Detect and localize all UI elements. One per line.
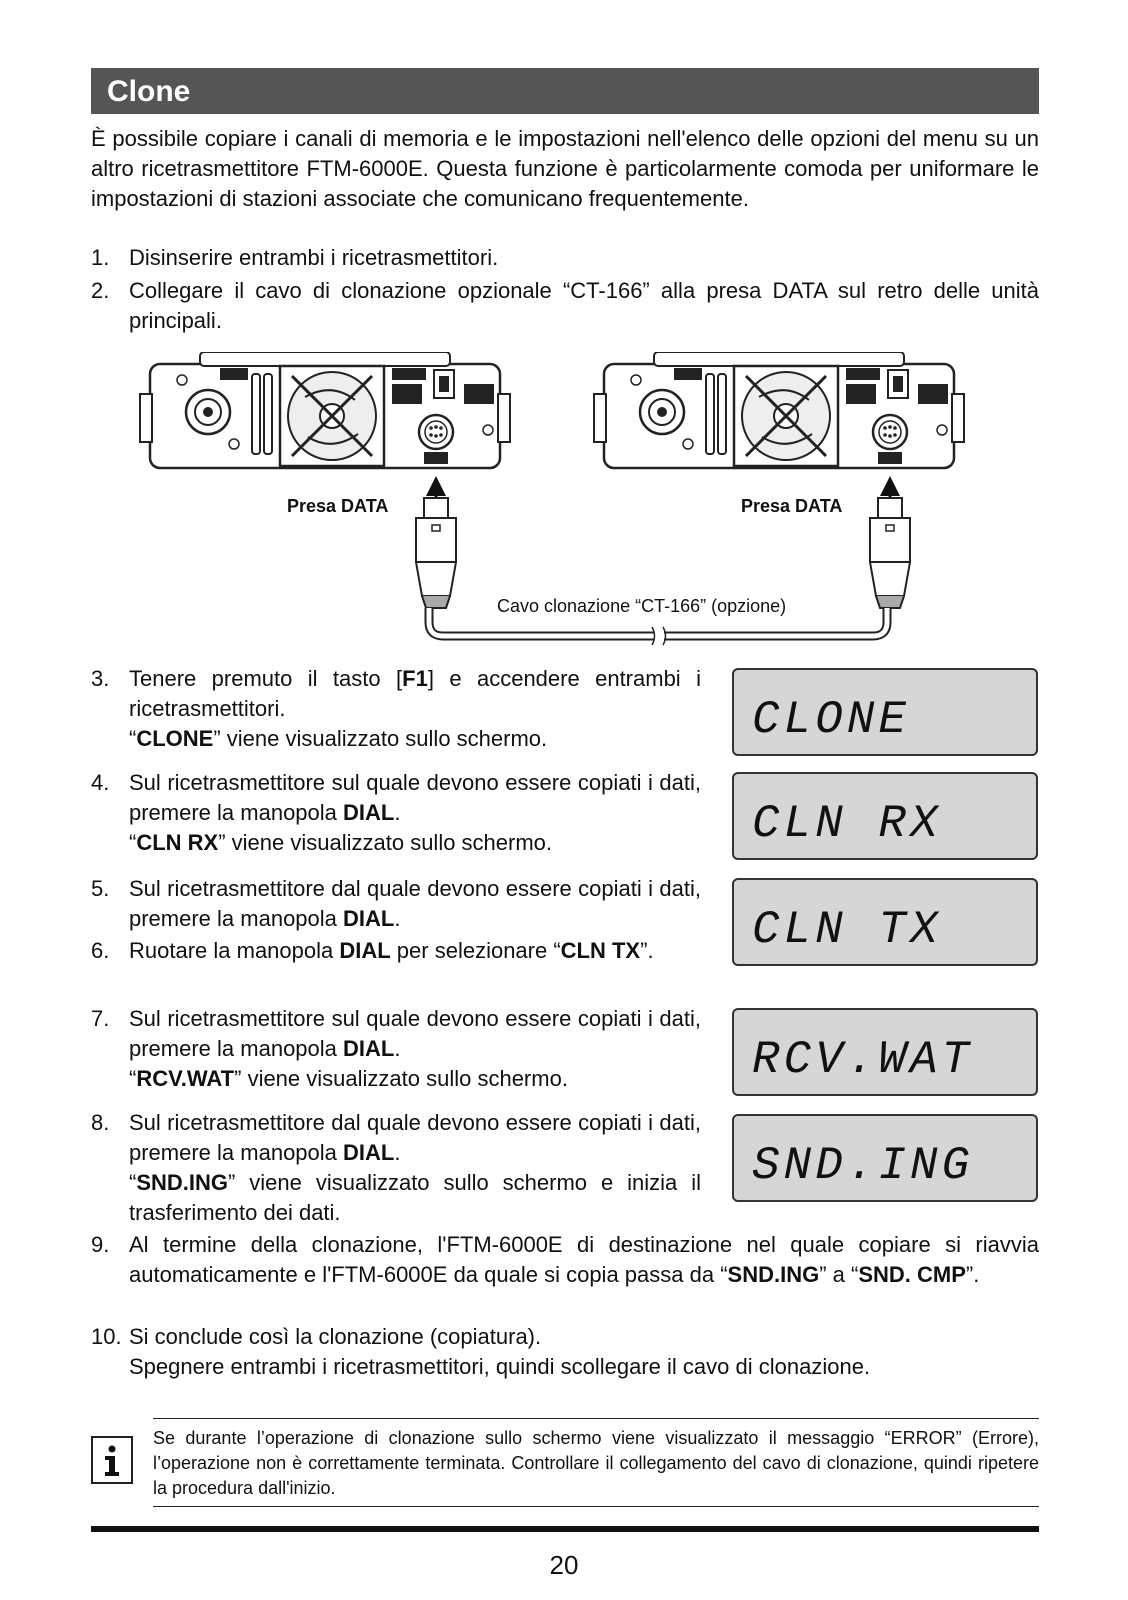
lcd-display-clone: [732, 668, 1038, 756]
note-top-rule: [153, 1418, 1039, 1419]
step-result: “CLONE” viene visualizzato sullo schermo.: [129, 726, 548, 751]
info-note: [91, 1418, 1039, 1508]
page-number: 20: [549, 1550, 579, 1580]
step-text: Collegare il cavo di clonazione opzionale “CT-166” alla presa DATA sul retro delle unità principali.: [129, 278, 1039, 333]
clone-cable-diagram: [120, 352, 1020, 662]
section-title-bar: [91, 68, 1039, 114]
lcd-text: CLONE: [752, 694, 911, 746]
right-radio-rear-panel: [594, 352, 964, 468]
right-port-label: Presa DATA: [741, 496, 843, 516]
lcd-display-rcv-wat: [732, 1008, 1038, 1096]
cable-label: Cavo clonazione “CT-166” (opzione): [497, 596, 787, 616]
step-number: 8.: [91, 1110, 110, 1135]
step-text: Sul ricetrasmettitore dal quale devono essere copiati i dati, premere la manopola DIAL.: [129, 876, 701, 931]
right-plug-icon: [870, 498, 910, 608]
footer-rule: [91, 1526, 1039, 1532]
step-text: Disinserire entrambi i ricetrasmettitori.: [129, 245, 499, 270]
left-plug-icon: [416, 498, 456, 608]
step-result: “CLN RX” viene visualizzato sullo schermo.: [129, 830, 553, 855]
step-text: Sul ricetrasmettitore dal quale devono essere copiati i dati, premere la manopola DIAL.: [129, 1110, 701, 1165]
step-text: Ruotare la manopola DIAL per selezionare “CLN TX”.: [129, 938, 654, 963]
left-port-label: Presa DATA: [287, 496, 389, 516]
step-text: Sul ricetrasmettitore sul quale devono essere copiati i dati, premere la manopola DIAL.: [129, 770, 701, 825]
step-number: 9.: [91, 1232, 110, 1257]
step-number: 2.: [91, 278, 110, 303]
lcd-text: CLN RX: [752, 798, 942, 850]
left-radio-rear-panel: [140, 352, 510, 468]
step-number: 4.: [91, 770, 110, 795]
lcd-display-cln-rx: [732, 772, 1038, 860]
lcd-text: RCV.WAT: [752, 1034, 974, 1086]
step-text: Si conclude così la clonazione (copiatura).: [129, 1324, 542, 1349]
note-text: Se durante l’operazione di clonazione sullo schermo viene visualizzato il messaggio “ERROR” (Errore), l’operazione non è correttamente terminata. Controllare il collegamento del cavo di clonazione, quindi ripetere la procedura dall'inizio.: [153, 1428, 1039, 1498]
step-text: Al termine della clonazione, l'FTM-6000E di destinazione nel quale copiare si riavvia automaticamente e l'FTM-6000E da quale si copia passa da “SND.ING” a “SND. CMP”.: [129, 1232, 1039, 1287]
note-bottom-rule: [153, 1506, 1039, 1507]
step-text: Spegnere entrambi i ricetrasmettitori, quindi scollegare il cavo di clonazione.: [129, 1354, 871, 1379]
step-number: 1.: [91, 245, 110, 270]
step-number: 5.: [91, 876, 110, 901]
step-number: 3.: [91, 666, 110, 691]
intro-paragraph: È possibile copiare i canali di memoria e le impostazioni nell'elenco delle opzioni del menu su un altro ricetrasmettitore FTM-6000E. Questa funzione è particolarmente comoda per uniformare le impostazioni di stazioni associate che comunicano frequentemente.: [91, 126, 1039, 211]
lcd-display-cln-tx: [732, 878, 1038, 966]
section-title: Clone: [107, 75, 191, 108]
step-number: 7.: [91, 1006, 110, 1031]
step-result: “SND.ING” viene visualizzato sullo schermo e inizia il trasferimento dei dati.: [129, 1170, 701, 1225]
step-number: 10.: [91, 1324, 122, 1349]
step-text: Sul ricetrasmettitore sul quale devono essere copiati i dati, premere la manopola DIAL.: [129, 1006, 701, 1061]
lcd-display-snd-ing: [732, 1114, 1038, 1202]
info-icon: [91, 1436, 133, 1484]
radio-connection-illustration: [120, 352, 1020, 662]
lcd-text: SND.ING: [752, 1140, 974, 1192]
step-number: 6.: [91, 938, 110, 963]
lcd-text: CLN TX: [752, 904, 942, 956]
step-text: Tenere premuto il tasto [F1] e accendere entrambi i ricetrasmettitori.: [129, 666, 701, 721]
step-result: “RCV.WAT” viene visualizzato sullo schermo.: [129, 1066, 568, 1091]
